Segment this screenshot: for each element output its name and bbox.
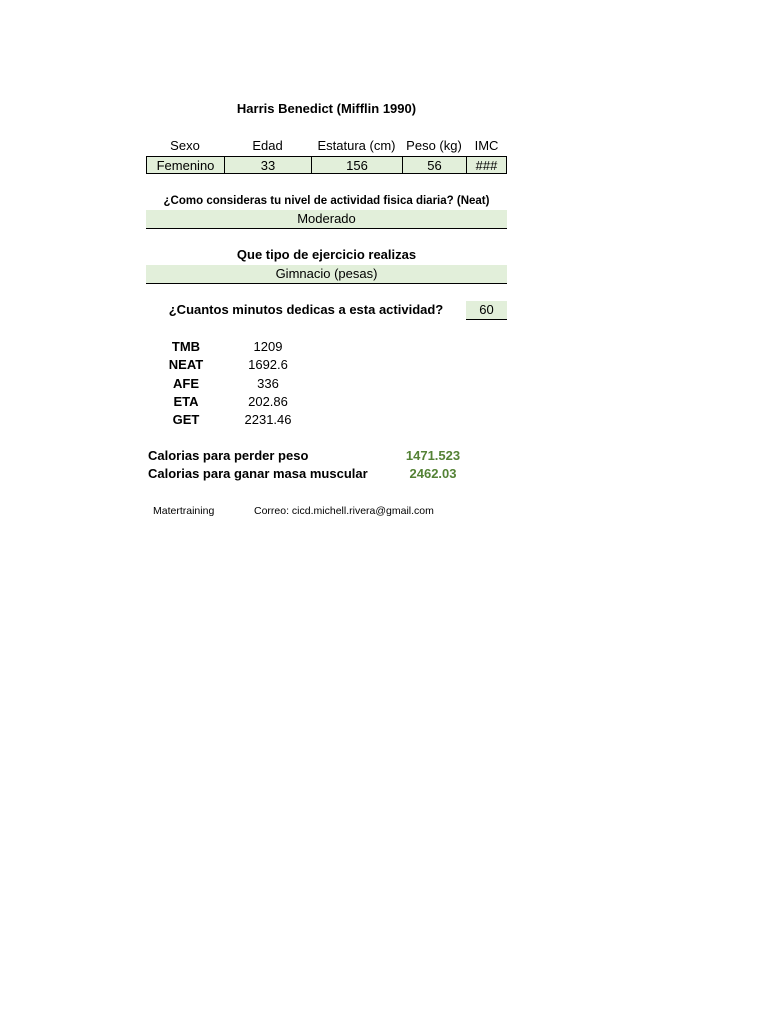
activity-question: ¿Como consideras tu nivel de actividad fisica diaria? (Neat) xyxy=(163,195,490,207)
header-peso: Peso (kg) xyxy=(406,138,462,153)
imc-cell: ### xyxy=(466,156,507,174)
header-estatura: Estatura (cm) xyxy=(317,138,396,153)
sheet-title: Harris Benedict (Mifflin 1990) xyxy=(236,101,417,116)
sexo-cell[interactable]: Femenino xyxy=(146,156,224,174)
footer-email: Correo: cicd.michell.rivera@gmail.com xyxy=(254,505,434,517)
exercise-select-cell[interactable]: Gimnacio (pesas) xyxy=(146,265,507,284)
header-edad: Edad xyxy=(252,138,283,153)
exercise-question: Que tipo de ejercicio realizas xyxy=(236,247,417,262)
result-value-neat: 1692.6 xyxy=(248,357,288,372)
result-value-afe: 336 xyxy=(257,376,279,391)
edad-cell[interactable]: 33 xyxy=(224,156,311,174)
calories-gain-label: Calorias para ganar masa muscular xyxy=(148,466,368,481)
calories-lose-label: Calorias para perder peso xyxy=(148,448,309,463)
result-label-afe: AFE xyxy=(173,376,199,391)
activity-select-cell[interactable]: Moderado xyxy=(146,210,507,229)
result-label-tmb: TMB xyxy=(171,339,201,354)
estatura-cell[interactable]: 156 xyxy=(311,156,402,174)
result-label-get: GET xyxy=(172,412,200,427)
result-label-eta: ETA xyxy=(173,394,199,409)
result-label-neat: NEAT xyxy=(168,357,204,372)
minutes-input-cell[interactable]: 60 xyxy=(466,301,507,320)
header-imc: IMC xyxy=(474,138,499,153)
calories-gain-value: 2462.03 xyxy=(409,466,457,481)
footer-brand: Matertraining xyxy=(153,505,215,517)
minutes-question: ¿Cuantos minutos dedicas a esta actividad? xyxy=(168,302,444,317)
result-value-eta: 202.86 xyxy=(248,394,288,409)
header-sexo: Sexo xyxy=(170,138,200,153)
result-value-get: 2231.46 xyxy=(244,412,292,427)
result-value-tmb: 1209 xyxy=(253,339,283,354)
peso-cell[interactable]: 56 xyxy=(402,156,466,174)
calories-lose-value: 1471.523 xyxy=(405,448,461,463)
